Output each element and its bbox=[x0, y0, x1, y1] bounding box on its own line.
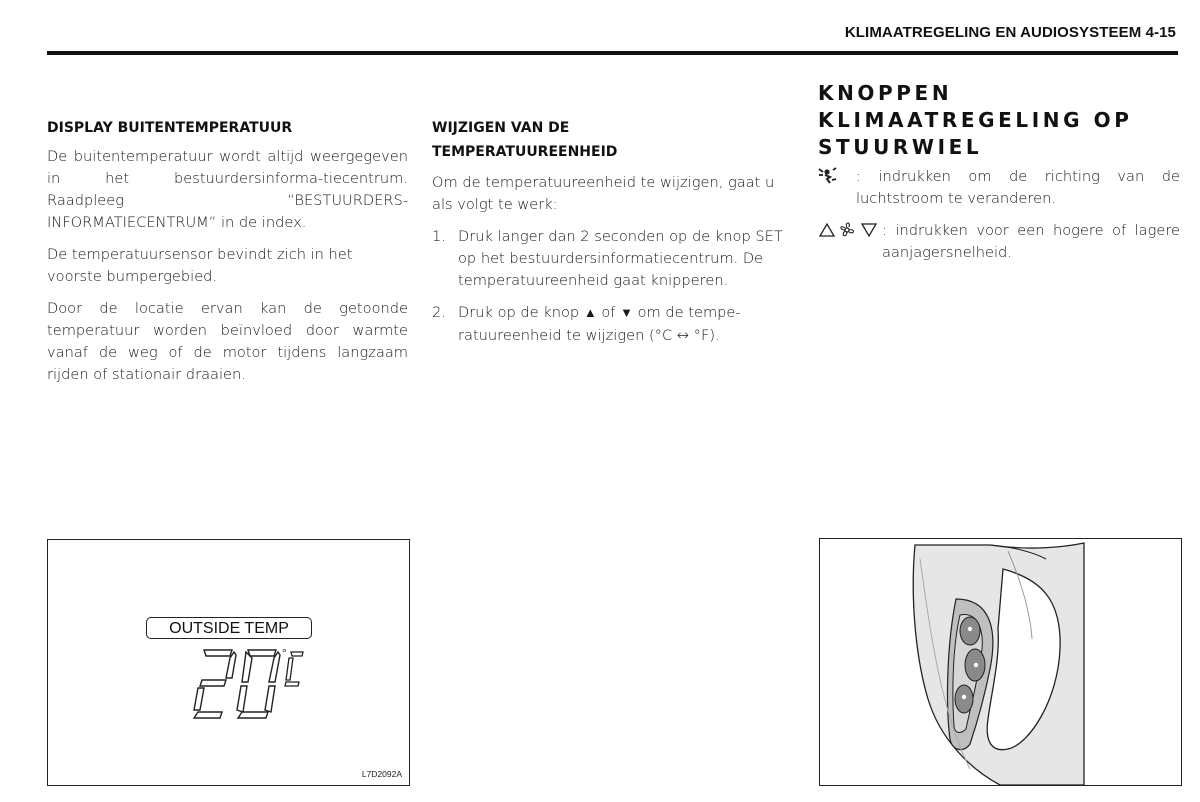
step-text: Druk langer dan 2 seconden op de knop SET op het bestuurdersinformatiecentrum. De temperatuureenheid gaat knipperen. bbox=[458, 228, 783, 289]
airflow-mode-icon bbox=[818, 166, 838, 193]
list-item bbox=[432, 302, 794, 347]
item-text: : indrukken om de richting van de luchtstroom te veranderen. bbox=[856, 168, 1180, 207]
heading-line: WIJZIGEN VAN DE bbox=[432, 120, 570, 136]
column-change-unit bbox=[432, 116, 794, 357]
list-item bbox=[818, 220, 1180, 264]
step-text: om de tempe-ratuureenheid te wijzigen (°C ↔ °F). bbox=[458, 304, 741, 344]
heading-steering-wheel-controls bbox=[818, 80, 1180, 161]
step-text: of bbox=[601, 304, 616, 321]
heading-line: KNOPPEN bbox=[818, 81, 953, 105]
figure-outside-temp-display bbox=[47, 539, 410, 786]
step-number: 2. bbox=[432, 304, 446, 321]
figure-code: L7D2092A bbox=[361, 769, 402, 779]
column-steering-wheel-controls bbox=[818, 80, 1180, 274]
figure-steering-wheel-buttons bbox=[819, 538, 1182, 786]
paragraph: De temperatuursensor bevindt zich in het voorste bumpergebied. bbox=[47, 246, 353, 285]
fan-speed-icon bbox=[818, 220, 880, 247]
down-arrow-icon: ▼ bbox=[620, 306, 633, 321]
steps-list bbox=[432, 226, 794, 347]
outside-temp-badge: OUTSIDE TEMP bbox=[146, 617, 312, 639]
paragraph: Door de locatie ervan kan de getoonde temperatuur worden beïnvloed door warmte vanaf de weg of de motor tijdens langzaam rijden of stationair draaien. bbox=[47, 300, 408, 383]
digit-0 bbox=[237, 650, 280, 718]
digit-2 bbox=[194, 650, 236, 718]
list-item bbox=[432, 226, 794, 292]
steering-wheel-illustration bbox=[913, 543, 1084, 785]
list-item bbox=[818, 166, 1180, 210]
heading-line: STUURWIEL bbox=[818, 135, 983, 159]
header-rule bbox=[47, 51, 1178, 55]
heading-display-outside-temp: DISPLAY BUITENTEMPERATUUR bbox=[47, 120, 293, 136]
item-text: : indrukken voor een hogere of lagere aanjagersnelheid. bbox=[882, 222, 1180, 261]
up-arrow-icon: ▲ bbox=[583, 306, 597, 321]
temperature-readout bbox=[48, 540, 409, 785]
column-outside-temperature bbox=[47, 116, 408, 396]
running-header: KLIMAATREGELING EN AUDIOSYSTEEM 4-15 bbox=[844, 24, 1176, 41]
intro-paragraph: Om de temperatuureenheid te wijzigen, gaat u als volgt te werk: bbox=[432, 174, 775, 213]
step-number: 1. bbox=[432, 228, 446, 245]
heading-line: KLIMAATREGELING OP bbox=[818, 108, 1133, 132]
step-text: Druk op de knop bbox=[458, 304, 580, 321]
unit-c bbox=[285, 652, 303, 686]
degree-symbol: ° bbox=[282, 646, 287, 660]
heading-change-unit bbox=[432, 116, 794, 164]
heading-line: TEMPERATUUREENHEID bbox=[432, 144, 618, 160]
paragraph: De buitentemperatuur wordt altijd weergegeven in het bestuurdersinforma-tiecentrum. Raadpleeg “BESTUURDERS-INFORMATIECENTRUM” in de index. bbox=[47, 148, 408, 231]
